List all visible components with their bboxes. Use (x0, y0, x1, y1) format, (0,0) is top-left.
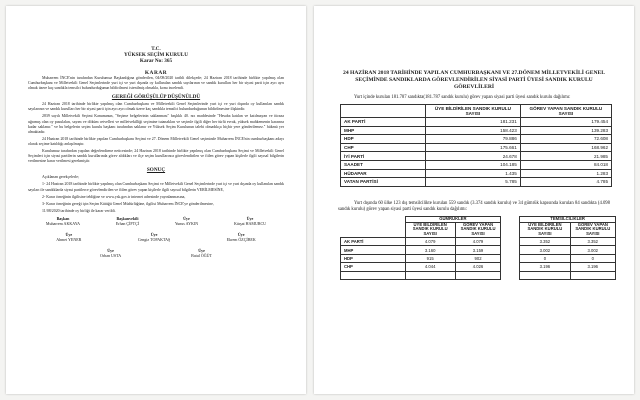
mission-working-cell: 3.352 (570, 237, 615, 245)
customs-working-cell: 4.026 (455, 263, 500, 271)
working-cell: 84.018 (520, 160, 611, 169)
party-cell: HDP (341, 254, 406, 262)
signature-role: Üye (65, 231, 73, 237)
header-line-karar-no: Karar No: 365 (139, 58, 173, 64)
signature-row-1 (28, 216, 284, 226)
header-line-tc: T.C. (151, 46, 161, 52)
signature-block (234, 216, 266, 226)
paragraph-3: 2839 sayılı Milletvekili Seçimi Kanununun, "Seçime belgelerinin saklanması" başlıklı 40. ncı maddesinde "Hesaba katılan ve katılmayan ve itiraza uğramış olan oy pusulaları, sayım ve döküm cetvelleri ve milletvekilliği seçimine tutanakları ve seçimle ilgili diğer her türlü evrak, yüksek mahkemenin kararına kadar saklanır." ve bu belgelerin seçim kurulu başkanı tarafından saklanır ve Yüksek Seçim Kurulunun talebi olmadıkça hiçbir yere gönderilemez." hükmü yer almaktadır. (28, 114, 284, 134)
signature-role: Üye (107, 247, 114, 253)
signature-name: Orhan USTA (100, 252, 122, 258)
working-cell: 1.283 (520, 169, 611, 178)
signature-role: Başkanvekili (116, 215, 139, 221)
page-title: 24 HAZİRAN 2018 TARİHİNDE YAPILAN CUMHURBAŞKANI VE 27.DÖNEM MİLLETVEKİLİ GENEL SEÇİMİNDE SANDIKLARDA GÖREVLENDİRİLEN SİYASİ PARTİ ÜYESİ SANDIK KURULU GÖREVLİLERİ (343, 70, 605, 90)
table-header-row (341, 105, 612, 118)
working-cell: 21.985 (520, 152, 611, 161)
table-header-working: GÖREV YAPAN SANDIK KURULU SAYISI (570, 222, 615, 237)
table-header-working: GÖREV YAPAN SANDIK KURULU SAYISI (520, 105, 611, 118)
party-cell: VATAN PARTİSİ (341, 178, 426, 187)
reported-cell: 79.886 (426, 135, 521, 144)
table-row (341, 169, 612, 178)
sonuc-title: SONUÇ (146, 167, 166, 174)
reported-cell: 104.185 (426, 160, 521, 169)
signature-role: Üye (246, 215, 254, 221)
table-header-working: GÖREV YAPAN SANDIK KURULU SAYISI (455, 222, 500, 237)
customs-working-cell: 902 (455, 254, 500, 262)
table-row (341, 126, 612, 135)
signature-block (138, 232, 170, 242)
mission-working-cell: 3.196 (570, 263, 615, 271)
signature-name: Cengiz TOPAKTAŞ (137, 236, 171, 242)
party-cell: CHP (341, 263, 406, 271)
abroad-ballot-table (340, 216, 616, 280)
party-cell: HÜDAPAR (341, 169, 426, 178)
working-cell: 139.283 (520, 126, 611, 135)
table-row (341, 254, 616, 262)
signature-block (175, 216, 198, 226)
table-row (341, 152, 612, 161)
statistics-document-page (314, 6, 634, 394)
customs-working-cell: 3.159 (455, 246, 500, 254)
customs-reported-cell: 915 (405, 254, 455, 262)
signature-role: Başkan (56, 215, 70, 221)
table-row (341, 178, 612, 187)
signature-block (191, 248, 212, 258)
gorus-title: GEREĞİ GÖRÜŞÜLÜP DÜŞÜNÜLDÜ (111, 94, 201, 101)
customs-reported-cell: 4.079 (405, 237, 455, 245)
table-row (341, 237, 616, 245)
paragraph-2: 24 Haziran 2018 tarihinde birlikte yapılmış olan Cumhurbaşkanı ve Milletvekili Genel Seçimlerinde yurt içi ve yurt dışında oy kullanılan sandık sayılarının ve sandık kurulları her bir siyasi parti için ayrı ayrı olmak üzere kaç sandıkla temsilci bulundurduğunun bildirilmesine ilişkindir. (28, 102, 284, 112)
party-cell: İYİ PARTİ (341, 152, 426, 161)
table-header-party (341, 105, 426, 118)
paragraph-9: 3- Karar örneğinin gereği için Seçim Kütüğü Genel Müdürlüğüne, ilgilisi Muharrem İNCE'ye gönderilmesine, (42, 201, 214, 206)
signature-role: Üye (198, 247, 205, 253)
group-header-gumrukler: GÜMRÜKLER (405, 216, 501, 222)
party-cell: CHP (341, 143, 426, 152)
abroad-intro-paragraph: Yurt dışında 60 ülke 123 dış temsilcilikte kurulan 559 sandık (3.374 sandık kurulu) ve 34 gümrük kapısında kurulan 84 sandıkta (4.098 sandık kurulu) görev yapan siyasi parti üyesi sandık kurulu dağılımı: (338, 200, 610, 212)
table-row (341, 246, 616, 254)
paragraph-10: 11/08/2020 tarihinde oy birliği ile karar verildi. (42, 208, 116, 213)
party-cell: MHP (341, 246, 406, 254)
party-cell: AK PARTİ (341, 237, 406, 245)
paragraph-5: Kurulumuz tarafından yapılan değerlendirme neticesinde; 24 Haziran 2018 tarihinde birlikte yapılmış olan Cumhurbaşkanı Seçimi ve Milletvekili Genel Seçimleri için siyasi partilerin sandık kurullarında görev aldıkları ve ilçe seçim kurullarınca görevlendirilen ve fiilen görev yapan kişilerle ilgili sayısal bilgilerin verilmesine karar verilmesi gerekmiştir. (28, 149, 284, 164)
paragraph-4: 24 Haziran 2018 tarihinde birlikte yapılan Cumhurbaşkanı Seçimi ve 27. Dönem Milletvekili Genel seçiminde Muharrem İNCE'nin cumhurbaşkanı adayı olarak seçime katıldığı anlaşılmıştır. (28, 136, 284, 146)
signature-block (56, 232, 81, 242)
signature-block (46, 216, 80, 226)
signature-name: Batul ÖĞÜT (191, 252, 212, 258)
signature-role: Üye (237, 231, 245, 237)
reported-cell: 1.435 (426, 169, 521, 178)
reported-cell: 175.661 (426, 143, 521, 152)
signature-name: Kürşat HAMURCU (233, 220, 267, 226)
working-cell: 4.785 (520, 178, 611, 187)
customs-reported-cell: 4.044 (405, 263, 455, 271)
paragraph-6: Açıklanan gerekçelerle; (42, 175, 80, 180)
mission-reported-cell: 0 (520, 254, 570, 262)
karar-document-page (6, 6, 306, 394)
table-row (341, 135, 612, 144)
working-cell: 179.454 (520, 118, 611, 127)
table-row (341, 143, 612, 152)
table-header-reported: ÜYE BİLDİRİLEN SANDIK KURULU SAYISI (426, 105, 521, 118)
mission-working-cell: 0 (570, 254, 615, 262)
signature-name: Erhan ÇİFTÇİ (115, 220, 140, 226)
group-header-temsilcilikler: TEMSİLCİLİKLER (520, 216, 616, 222)
table-row (341, 160, 612, 169)
signature-block (100, 248, 121, 258)
table-row (341, 118, 612, 127)
customs-working-cell: 4.079 (455, 237, 500, 245)
signature-block (116, 216, 139, 226)
signature-name: Muharrem AKKAYA (45, 220, 81, 226)
table-row (341, 263, 616, 271)
mission-reported-cell: 3.352 (520, 237, 570, 245)
paragraph-7: 1- 24 Haziran 2018 tarihinde birlikte yapılmış olan Cumhurbaşkanı Seçimi ve Milletvekili Genel Seçimlerinde yurt içi ve yurt dışında oy kullanılan sandık sayıları ile sandıklarda siyasi partilerce görevlendirilen ve fiilen görev yapan kişilerle ilgili sayısal bilgilerin VERİLMESİNE, (28, 182, 284, 192)
working-cell: 168.962 (520, 143, 611, 152)
table-header-reported: ÜYE BİLDİRİLEN SANDIK KURULU SAYISI (520, 222, 570, 237)
party-cell: HDP (341, 135, 426, 144)
reported-cell: 181.231 (426, 118, 521, 127)
party-cell: MHP (341, 126, 426, 135)
customs-reported-cell: 3.160 (405, 246, 455, 254)
party-cell: AK PARTİ (341, 118, 426, 127)
reported-cell: 5.785 (426, 178, 521, 187)
signature-role: Üye (183, 215, 190, 221)
table-header-reported: ÜYE BİLDİRİLEN SANDIK KURULU SAYISI (405, 222, 455, 237)
table-row-empty (341, 271, 616, 279)
signature-block (227, 232, 256, 242)
domestic-intro-paragraph: Yurt içinde kurulan 181.787 sandıkta(181.787 sandık kurulu) görev yapan siyasi parti üyesi sandık kurulu dağılımı: (354, 95, 571, 100)
mission-reported-cell: 3.002 (520, 246, 570, 254)
signature-name: Ahmet YENER (56, 236, 82, 242)
paragraph-intro: Muharrem İNCE'nin tarafından Kurulumuz Başkanlığına gönderilen, 04/08/2020 tarihli dilekçede; 24 Haziran 2018 tarihinde birlikte yapılmış olan Cumhurbaşkanı ve Milletvekili Genel Seçimlerinde yurt içi ve yurt dışında oy kullanılan sandık sayılarının ve sandık kurulları her bir siyasi parti için ayrı ayrı olmak üzere kaç sandıkla temsilci bulundurduğunun bildirilmesi istenilmiş olmakla, konu incelendi. (28, 76, 284, 91)
reported-cell: 24.678 (426, 152, 521, 161)
paragraph-8: 2- Karar örneğinin ilgilisine tebliğine ve www.ysk.gov.tr internet adresinde yayınlanmasına, (42, 194, 186, 199)
table-header-row (341, 222, 616, 237)
header-line-ysk: YÜKSEK SEÇİM KURULU (124, 52, 188, 58)
signature-name: Ekrem ÖZÇİBEK (226, 236, 256, 242)
document-header (6, 46, 306, 64)
working-cell: 72.608 (520, 135, 611, 144)
signature-name: Yunus AYKIN (174, 220, 199, 226)
mission-working-cell: 3.002 (570, 246, 615, 254)
signature-row-3 (28, 248, 284, 258)
signature-row-2 (28, 232, 284, 242)
party-cell: SAADET (341, 160, 426, 169)
reported-cell: 158.423 (426, 126, 521, 135)
mission-reported-cell: 3.196 (520, 263, 570, 271)
signature-role: Üye (150, 231, 158, 237)
karar-title: KARAR (144, 70, 168, 76)
domestic-ballot-table (340, 104, 612, 187)
